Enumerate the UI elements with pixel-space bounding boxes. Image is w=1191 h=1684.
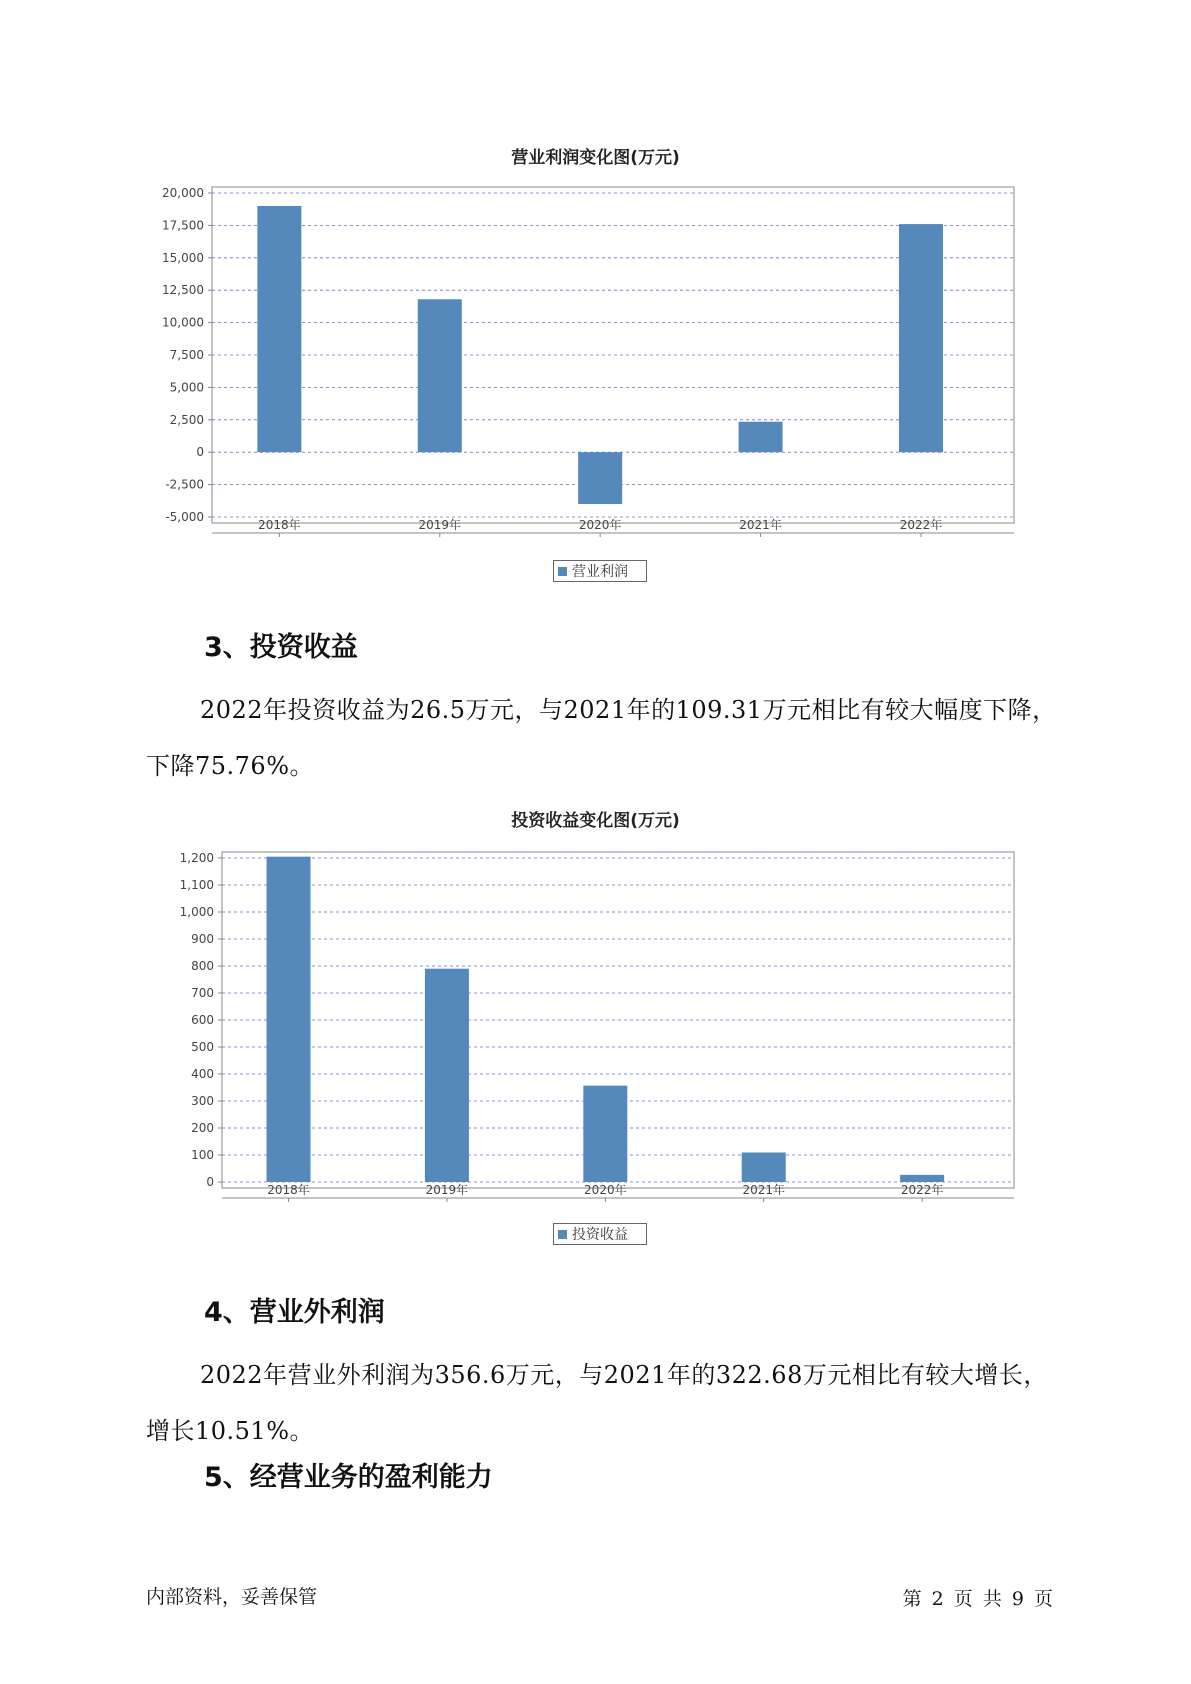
chart-title-investment-income: 投资收益变化图(万元): [511, 811, 680, 831]
bar-2021年: [742, 1152, 786, 1182]
y-tick-label: 20,000: [162, 186, 204, 200]
bar-2020年: [583, 1086, 627, 1182]
y-tick-label: 400: [191, 1067, 214, 1081]
legend-swatch: [558, 1230, 567, 1239]
x-tick-label: 2018年: [267, 1183, 310, 1197]
bar-2021年: [739, 422, 783, 452]
y-tick-label: 0: [206, 1175, 214, 1189]
bar-2019年: [425, 969, 469, 1182]
y-tick-label: 900: [191, 932, 214, 946]
bar-2019年: [418, 299, 462, 452]
y-tick-label: -5,000: [165, 510, 204, 524]
y-tick-label: 15,000: [162, 250, 204, 265]
investment-income-chart: [0, 830, 1191, 1215]
y-tick-label: 200: [191, 1121, 214, 1135]
bar-2022年: [900, 1175, 944, 1182]
x-tick-label: 2021年: [739, 518, 782, 532]
y-tick-label: 100: [191, 1148, 214, 1162]
x-tick-label: 2019年: [425, 1183, 469, 1197]
y-tick-label: 0: [196, 445, 204, 460]
legend-label: 营业利润: [572, 564, 628, 580]
footer-confidential-note: 内部资料，妥善保管: [146, 1586, 318, 1608]
footer-page-number: 第 2 页 共 9 页: [902, 1588, 1053, 1610]
chart-legend: [553, 560, 647, 582]
y-tick-label: 300: [191, 1094, 214, 1108]
y-tick-label: 1,100: [179, 878, 214, 892]
chart-legend: [553, 1223, 647, 1245]
x-tick-label: 2022年: [899, 518, 943, 532]
bar-2022年: [899, 224, 943, 452]
x-tick-label: 2022年: [900, 1183, 944, 1197]
paragraph-investment-income: 2022年投资收益为26.5万元，与2021年的109.31万元相比有较大幅度下降，下降75.76%。: [146, 696, 1057, 780]
y-tick-label: 7,500: [169, 348, 204, 362]
y-tick-label: 800: [191, 959, 214, 973]
y-tick-label: 2,500: [169, 412, 204, 427]
bar-2018年: [257, 206, 301, 452]
bar-2020年: [578, 452, 622, 504]
operating-profit-chart: [0, 165, 1191, 550]
x-tick-label: 2018年: [258, 518, 301, 532]
y-tick-label: -2,500: [165, 477, 204, 492]
y-tick-label: 17,500: [162, 218, 204, 233]
section-heading-investment-income: 3、投资收益: [204, 632, 358, 663]
legend-label: 投资收益: [572, 1227, 628, 1243]
chart-title-operating-profit: 营业利润变化图(万元): [511, 148, 680, 168]
legend-swatch: [558, 567, 567, 576]
y-tick-label: 500: [191, 1040, 214, 1054]
y-tick-label: 1,200: [179, 851, 214, 865]
y-tick-label: 5,000: [169, 380, 204, 395]
x-tick-label: 2020年: [584, 1183, 627, 1197]
paragraph-non-operating-profit: 2022年营业外利润为356.6万元，与2021年的322.68万元相比有较大增长，增长10.51%。: [146, 1361, 1048, 1445]
section-heading-operating-profitability: 5、经营业务的盈利能力: [204, 1462, 493, 1493]
x-tick-label: 2020年: [578, 518, 622, 532]
x-tick-label: 2021年: [742, 1183, 786, 1197]
y-tick-label: 12,500: [162, 283, 204, 298]
section-heading-non-operating-profit: 4、营业外利润: [204, 1297, 385, 1328]
y-tick-label: 1,000: [179, 905, 214, 919]
x-tick-label: 2019年: [418, 518, 462, 532]
y-tick-label: 700: [191, 986, 214, 1000]
y-tick-label: 600: [191, 1013, 214, 1027]
bar-2018年: [267, 857, 311, 1182]
y-tick-label: 10,000: [162, 315, 204, 330]
